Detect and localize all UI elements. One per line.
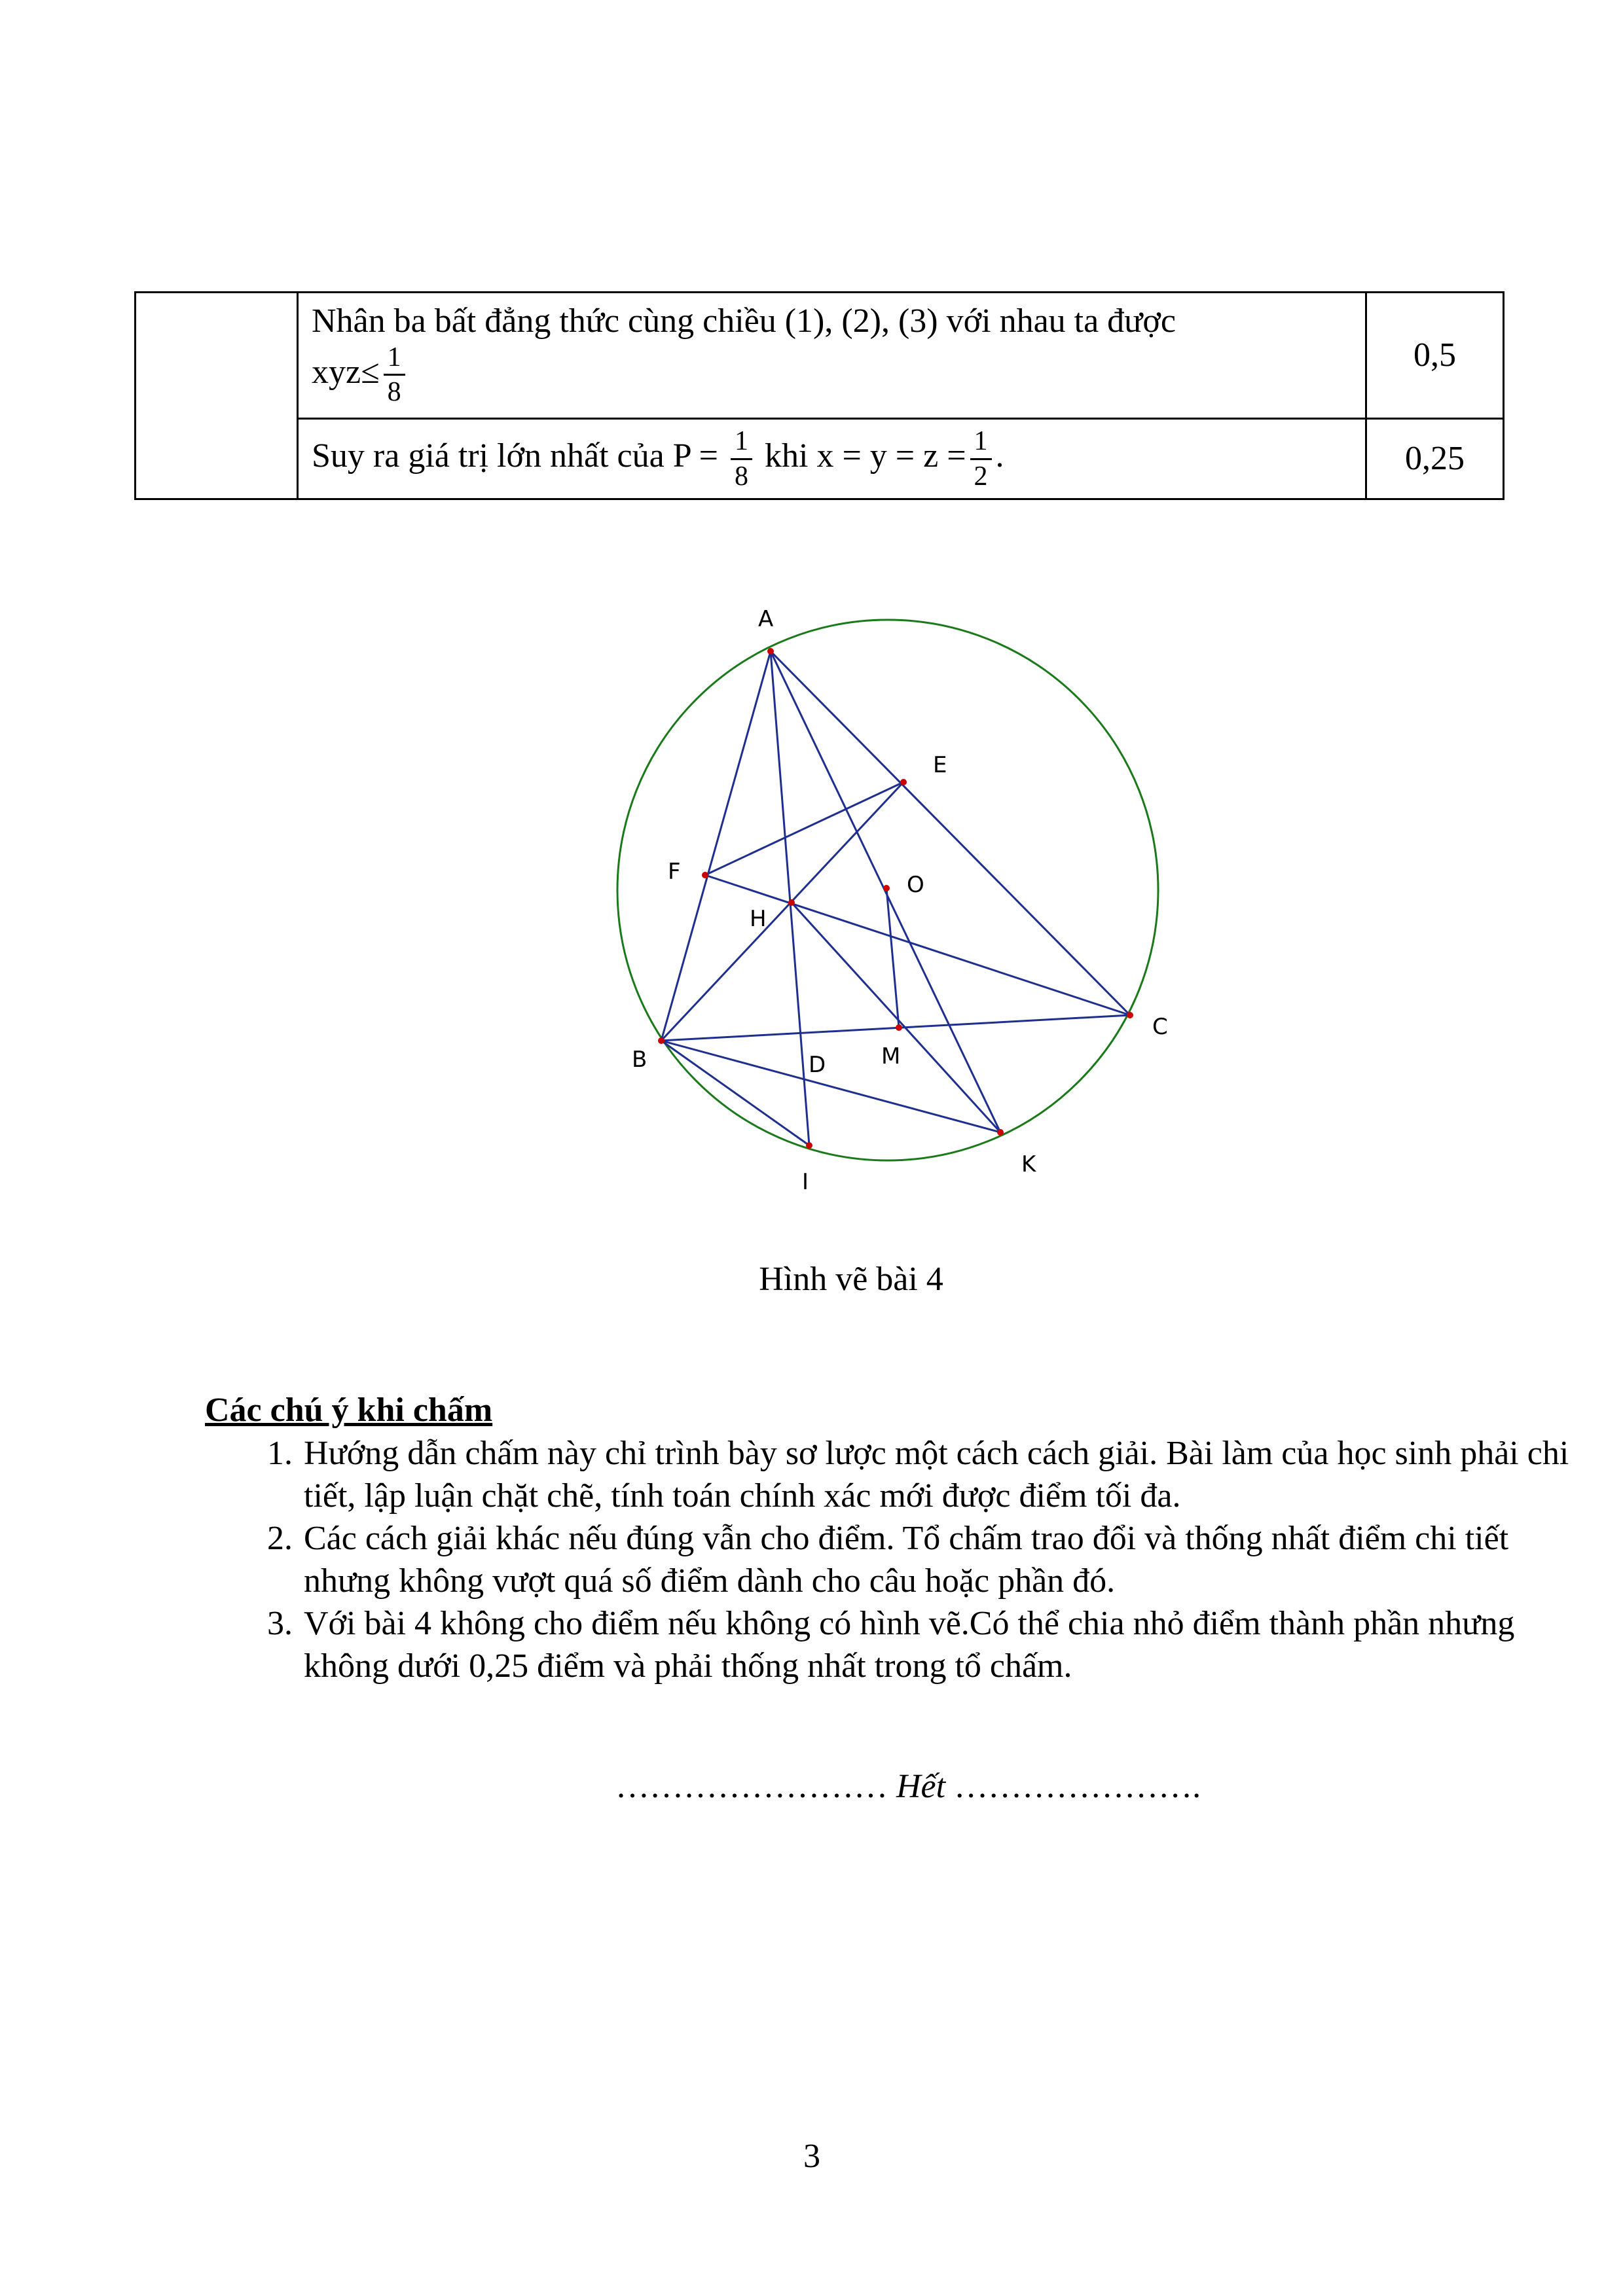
fraction-denominator: 8 — [387, 377, 401, 408]
end-marker — [615, 1767, 1205, 1806]
label-O: O — [907, 872, 924, 898]
leq-symbol: ≤ — [361, 353, 380, 391]
list-item: 2. Các cách giải khác nếu đúng vẫn cho điểm. Tổ chấm trao đổi và thống nhất điểm chi tiết nhưng không vượt quá số điểm dành cho câu hoặc phần đó. — [301, 1517, 1584, 1602]
fraction-numerator: 1 — [970, 425, 992, 459]
fraction-numerator: 1 — [731, 425, 752, 459]
point-O — [883, 885, 890, 891]
end-dots-right: …………………. — [954, 1768, 1201, 1805]
table-row — [136, 293, 1504, 419]
row1-text-line2 — [312, 341, 1352, 409]
label-M: M — [881, 1043, 901, 1069]
fraction-xyz — [970, 425, 992, 493]
row1-text-line1: Nhân ba bất đẳng thức cùng chiều (1), (2), (3) với nhau ta được — [312, 302, 1176, 340]
score-cell: 0,5 — [1366, 293, 1504, 419]
list-item: 1. Hướng dẫn chấm này chỉ trình bày sơ lược một cách cách giải. Bài làm của học sinh phải chi tiết, lập luận chặt chẽ, tính toán chính xác mới được điểm tối đa. — [301, 1432, 1584, 1517]
fraction-numerator: 1 — [384, 341, 405, 376]
segment-BK — [661, 1041, 1000, 1132]
label-K: K — [1021, 1151, 1036, 1177]
segment-FE — [705, 782, 903, 875]
page-number: 3 — [803, 2138, 820, 2175]
label-I: I — [802, 1169, 809, 1195]
row1-xyz: xyz — [312, 353, 361, 391]
scoring-table — [134, 291, 1504, 500]
score-cell: 0,25 — [1366, 419, 1504, 499]
table-row — [136, 419, 1504, 499]
fraction-p — [731, 425, 752, 493]
segments — [661, 651, 1130, 1145]
label-F: F — [668, 859, 681, 885]
end-dots-left: …………………… — [615, 1768, 888, 1805]
figure-caption: Hình vẽ bài 4 — [759, 1261, 943, 1298]
point-labels — [632, 606, 1168, 1195]
geometry-figure — [589, 589, 1178, 1230]
notes-title: Các chú ý khi chấm — [205, 1391, 493, 1429]
label-B: B — [632, 1047, 647, 1073]
point-A — [767, 648, 774, 655]
point-I — [806, 1142, 812, 1149]
row2-text-prefix: Suy ra giá trị lớn nhất của P = — [312, 437, 719, 475]
label-D: D — [809, 1052, 826, 1078]
segment-BC — [661, 1015, 1130, 1041]
point-H — [788, 899, 795, 906]
fraction-one-eighth — [384, 341, 405, 409]
question-cell — [136, 293, 298, 499]
point-K — [997, 1129, 1004, 1136]
point-F — [702, 872, 708, 878]
point-M — [896, 1024, 902, 1031]
label-H: H — [750, 906, 767, 932]
label-E: E — [933, 752, 947, 778]
point-B — [658, 1037, 665, 1044]
content-cell — [298, 293, 1366, 419]
list-item: 3. Với bài 4 không cho điểm nếu không có hình vẽ.Có thể chia nhỏ điểm thành phần nhưng không dưới 0,25 điểm và phải thống nhất trong tổ chấm. — [301, 1602, 1584, 1687]
label-C: C — [1152, 1014, 1168, 1040]
notes-list — [236, 1432, 1584, 1687]
segment-BI — [661, 1041, 809, 1145]
row2-text-middle: khi x = y = z = — [765, 437, 966, 475]
fraction-denominator: 8 — [735, 461, 749, 492]
label-A: A — [758, 606, 774, 632]
content-cell — [298, 419, 1366, 499]
segment-AC — [771, 651, 1130, 1015]
point-C — [1127, 1012, 1133, 1018]
end-word: Hết — [896, 1768, 946, 1805]
row2-text-end: . — [995, 437, 1004, 475]
fraction-denominator: 2 — [974, 461, 988, 492]
point-E — [900, 779, 907, 785]
points — [658, 648, 1133, 1149]
